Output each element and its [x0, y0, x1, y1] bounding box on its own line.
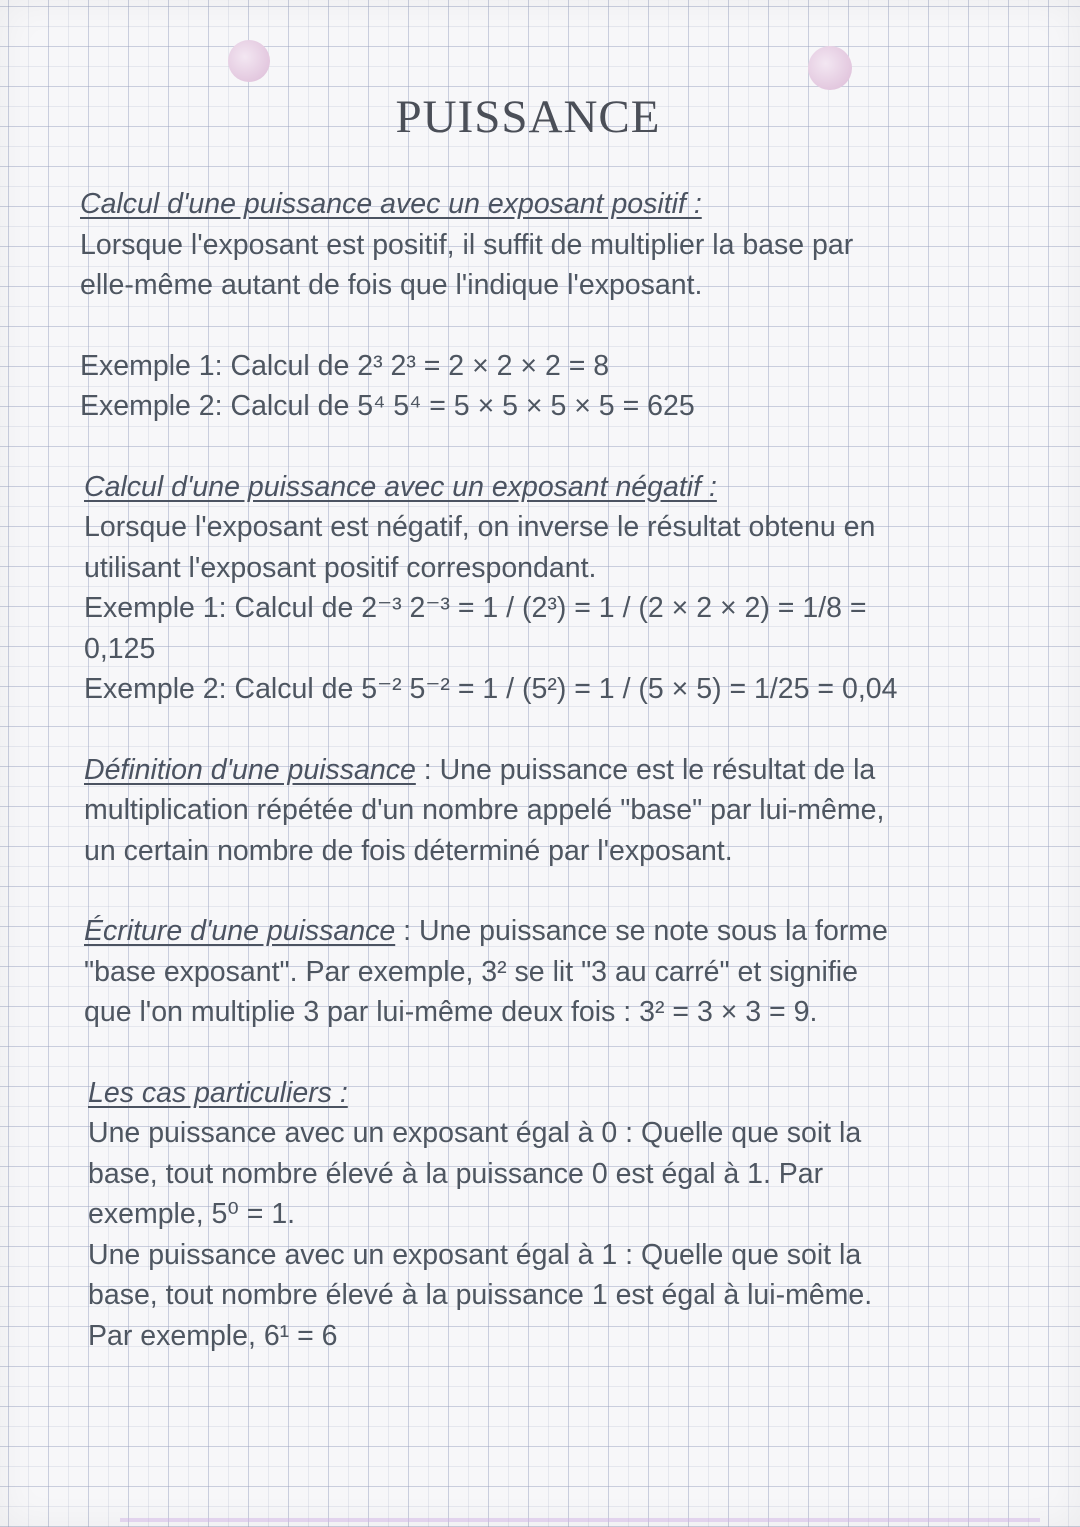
text-line: base, tout nombre élevé à la puissance 1 est égal à lui-même.: [88, 1279, 873, 1311]
section-positive-exponent: [80, 184, 980, 427]
text-line: Une puissance avec un exposant égal à 1 : Quelle que soit la: [88, 1238, 862, 1271]
pink-dot-sticker-left: [228, 40, 270, 82]
text-line: Lorsque l'exposant est positif, il suffit de multiplier la base par: [80, 228, 854, 261]
text-line: multiplication répétée d'un nombre appelé "base" par lui-même,: [84, 794, 885, 826]
notes-body: [80, 184, 980, 1356]
section-heading-negative: Calcul d'une puissance avec un exposant négatif :: [84, 470, 717, 503]
section-heading-positive: Calcul d'une puissance avec un exposant positif :: [80, 188, 702, 220]
section-heading-notation: Écriture d'une puissance: [84, 915, 396, 947]
text-span: : Une puissance se note sous la forme: [395, 915, 888, 947]
section-negative-exponent: [80, 467, 980, 710]
example-line: Exemple 2: Calcul de 5⁻² 5⁻² = 1 / (5²) = 1 / (5 × 5) = 1/25 = 0,04: [84, 673, 898, 705]
text-line: base, tout nombre élevé à la puissance 0 est égal à 1. Par: [88, 1157, 824, 1190]
text-span: : Une puissance est le résultat de la: [415, 753, 876, 786]
section-notation: [80, 911, 980, 1033]
example-line: Exemple 1: Calcul de 2³ 2³ = 2 × 2 × 2 = 8: [80, 349, 610, 382]
text-line: utilisant l'exposant positif correspondant.: [84, 551, 597, 584]
text-line: Lorsque l'exposant est négatif, on inverse le résultat obtenu en: [84, 511, 876, 543]
definition-paragraph: [84, 750, 980, 791]
section-special-cases: [80, 1073, 980, 1357]
example-line: Exemple 1: Calcul de 2⁻³ 2⁻³ = 1 / (2³) = 1 / (2 × 2 × 2) = 1/8 =: [84, 592, 867, 624]
example-line: 0,125: [84, 632, 156, 665]
text-line: elle-même autant de fois que l'indique l'exposant.: [80, 269, 703, 301]
notation-paragraph: [84, 911, 980, 952]
page-title: PUISSANCE: [395, 91, 661, 143]
text-line: "base exposant". Par exemple, 3² se lit "3 au carré" et signifie: [84, 955, 858, 988]
text-line: Une puissance avec un exposant égal à 0 : Quelle que soit la: [88, 1117, 862, 1149]
section-heading-definition: Définition d'une puissance: [84, 753, 416, 786]
page-bottom-edge: [120, 1518, 1040, 1522]
text-line: un certain nombre de fois déterminé par l'exposant.: [84, 834, 733, 867]
pink-dot-sticker-right: [808, 46, 852, 90]
text-line: exemple, 5⁰ = 1.: [88, 1198, 296, 1230]
section-heading-special-cases: Les cas particuliers :: [88, 1076, 348, 1109]
text-line: que l'on multiplie 3 par lui-même deux fois : 3² = 3 × 3 = 9.: [84, 996, 818, 1028]
section-definition: [80, 750, 980, 872]
example-line: Exemple 2: Calcul de 5⁴ 5⁴ = 5 × 5 × 5 × 5 = 625: [80, 390, 695, 422]
text-line: Par exemple, 6¹ = 6: [88, 1319, 338, 1352]
